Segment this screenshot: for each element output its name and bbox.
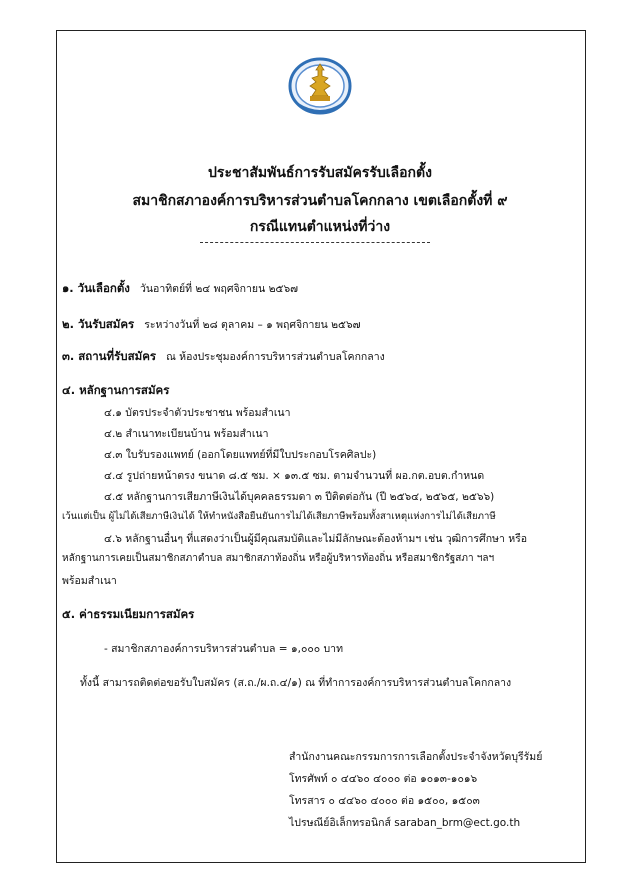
section-4-item-3: ๔.๓ ใบรับรองแพทย์ (ออกโดยแพทย์ที่มีใบประกอบโรคศิลปะ)	[104, 449, 377, 461]
section-4-item-6-line-3: พร้อมสำเนา	[62, 575, 117, 587]
title-line-2: สมาชิกสภาองค์การบริหารส่วนตำบลโคกกลาง เขตเลือกตั้งที่ ๙	[132, 193, 508, 209]
title-divider	[200, 242, 430, 243]
section-1	[62, 280, 298, 298]
section-4-item-6-line-2: หลักฐานการเคยเป็นสมาชิกสภาตำบล สมาชิกสภาท้องถิ่น หรือผู้บริหารท้องถิ่น หรือสมาชิกรัฐสภา ฯลฯ	[62, 553, 495, 564]
section-4-item-4: ๔.๔ รูปถ่ายหน้าตรง ขนาด ๘.๕ ซม. × ๑๓.๕ ซม. ตามจำนวนที่ ผอ.กต.อบต.กำหนด	[104, 470, 485, 482]
section-4-item-1: ๔.๑ บัตรประจำตัวประชาชน พร้อมสำเนา	[104, 407, 291, 419]
footer-phone: โทรศัพท์ ๐ ๔๔๖๐ ๔๐๐๐ ต่อ ๑๐๑๓-๑๐๑๖	[289, 773, 478, 785]
title-line-3: กรณีแทนตำแหน่งที่ว่าง	[249, 219, 391, 235]
section-1-label: ๑. วันเลือกตั้ง	[62, 281, 130, 295]
footer-email: ไปรษณีย์อิเล็กทรอนิกส์ saraban_brm@ect.go.th	[289, 817, 521, 829]
section-3-value: ณ ห้องประชุมองค์การบริหารส่วนตำบลโคกกลาง	[166, 351, 385, 363]
application-note: ทั้งนี้ สามารถติดต่อขอรับใบสมัคร (ส.ถ./ผ.ถ.๔/๑) ณ ที่ทำการองค์การบริหารส่วนตำบลโคกกลาง	[80, 677, 512, 689]
ect-emblem-icon	[288, 56, 352, 118]
section-4-item-5-line-2: เว้นแต่เป็น ผู้ไม่ได้เสียภาษีเงินได้ ให้ทำหนังสือยืนยันการไม่ได้เสียภาษีพร้อมทั้งสาเหตุแห่งการไม่ได้เสียภาษี	[62, 511, 496, 522]
section-2	[62, 316, 361, 334]
section-1-value: วันอาทิตย์ที่ ๒๔ พฤศจิกายน ๒๕๖๗	[139, 283, 299, 295]
section-4-item-5-line-1: ๔.๕ หลักฐานการเสียภาษีเงินได้บุคคลธรรมดา ๓ ปีติดต่อกัน (ปี ๒๕๖๔, ๒๕๖๕, ๒๕๖๖)	[104, 491, 495, 503]
section-3	[62, 348, 385, 366]
section-5-value: - สมาชิกสภาองค์การบริหารส่วนตำบล = ๑,๐๐๐ บาท	[104, 643, 343, 655]
section-3-label: ๓. สถานที่รับสมัคร	[62, 349, 157, 363]
title-line-1: ประชาสัมพันธ์การรับสมัครรับเลือกตั้ง	[208, 165, 432, 181]
section-5-label: ๕. ค่าธรรมเนียมการสมัคร	[62, 607, 195, 621]
footer-office: สำนักงานคณะกรรมการการเลือกตั้งประจำจังหวัดบุรีรัมย์	[289, 751, 543, 763]
section-4-label: ๔. หลักฐานการสมัคร	[62, 383, 170, 397]
section-2-label: ๒. วันรับสมัคร	[62, 317, 135, 331]
footer-fax: โทรสาร ๐ ๔๔๖๐ ๔๐๐๐ ต่อ ๑๕๐๐, ๑๕๐๓	[289, 795, 480, 807]
section-4-item-6-line-1: ๔.๖ หลักฐานอื่นๆ ที่แสดงว่าเป็นผู้มีคุณสมบัติและไม่มีลักษณะต้องห้ามฯ เช่น วุฒิการศึกษา หรือ	[104, 533, 528, 545]
section-4-item-2: ๔.๒ สำเนาทะเบียนบ้าน พร้อมสำเนา	[104, 428, 269, 440]
section-2-value: ระหว่างวันที่ ๒๘ ตุลาคม – ๑ พฤศจิกายน ๒๕๖๗	[144, 319, 361, 331]
